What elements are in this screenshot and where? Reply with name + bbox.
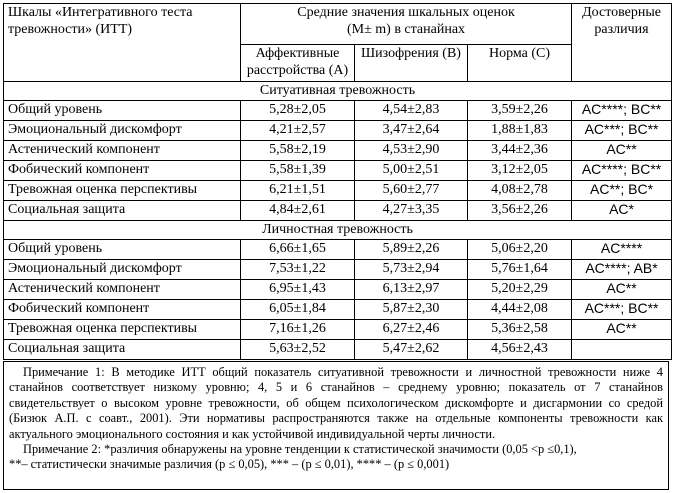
significant-header: Достоверные различия [572, 4, 672, 82]
value-b-cell: 6,13±2,97 [355, 280, 468, 300]
table-body [4, 82, 672, 360]
scale-cell: Астенический компонент [4, 141, 241, 161]
header-row-1 [4, 4, 672, 45]
value-a-cell: 6,66±1,65 [241, 240, 355, 260]
table-row [4, 141, 672, 161]
significance-cell: AC****; AB* [572, 260, 672, 280]
section-title: Личностная тревожность [4, 221, 672, 240]
value-a-cell: 5,58±1,39 [241, 161, 355, 181]
significance-cell [572, 340, 672, 360]
table-row [4, 340, 672, 360]
col-c-header: Норма (C) [468, 45, 572, 82]
scale-cell: Социальная защита [4, 340, 241, 360]
means-subtitle: (M± m) в станайнах [346, 22, 466, 37]
value-a-cell: 4,21±2,57 [241, 121, 355, 141]
value-b-cell: 5,60±2,77 [355, 181, 468, 201]
col-a-header: Аффективные расстройства (A) [241, 45, 355, 82]
scale-cell: Социальная защита [4, 201, 241, 221]
value-b-cell: 6,27±2,46 [355, 320, 468, 340]
scale-cell: Астенический компонент [4, 280, 241, 300]
note-1: Примечание 1: В методике ИТТ общий показатель ситуативной тревожности и личностной тревожности ниже 4 станайнов соответствует низкому уровню; 4, 5 и 6 станайнов – среднему уровню; показатель от 7 станайнов свидетельствует о высоком уровне тревожности, об общем психологическом дискомфорте и дисгармонии со средой (Бизюк А.П. с соавт., 2001). Эти нормативы распространяются также на отдельные компоненты тревожности как актуального эмоционального состояния и как устойчивой индивидуальной черты личности. [9, 365, 663, 441]
value-b-cell: 4,54±2,83 [355, 101, 468, 121]
scale-cell: Тревожная оценка перспективы [4, 320, 241, 340]
significance-cell: AC** [572, 280, 672, 300]
means-header [241, 4, 572, 45]
value-b-cell: 4,53±2,90 [355, 141, 468, 161]
means-title: Средние значения шкальных оценок [297, 5, 515, 20]
value-a-cell: 7,16±1,26 [241, 320, 355, 340]
col-b-header: Шизофрения (B) [355, 45, 468, 82]
value-c-cell: 3,56±2,26 [468, 201, 572, 221]
results-table [3, 3, 672, 360]
section-title: Ситуативная тревожность [4, 82, 672, 101]
value-a-cell: 6,21±1,51 [241, 181, 355, 201]
table-row [4, 280, 672, 300]
significance-cell: AC** [572, 141, 672, 161]
value-c-cell: 1,88±1,83 [468, 121, 572, 141]
value-c-cell: 5,36±2,58 [468, 320, 572, 340]
table-row [4, 161, 672, 181]
value-c-cell: 3,12±2,05 [468, 161, 572, 181]
table-row [4, 260, 672, 280]
significance-cell: AC* [572, 201, 672, 221]
value-c-cell: 5,20±2,29 [468, 280, 572, 300]
value-a-cell: 6,95±1,43 [241, 280, 355, 300]
scale-cell: Общий уровень [4, 240, 241, 260]
value-b-cell: 5,00±2,51 [355, 161, 468, 181]
note-2a: Примечание 2: *различия обнаружены на уровне тенденции к статистической значимости (0,05 <p ≤0,1), [23, 442, 577, 457]
significance-cell: AC** [572, 320, 672, 340]
scale-cell: Фобический компонент [4, 161, 241, 181]
scale-cell: Тревожная оценка перспективы [4, 181, 241, 201]
value-a-cell: 7,53±1,22 [241, 260, 355, 280]
value-a-cell: 6,05±1,84 [241, 300, 355, 320]
section-header [4, 221, 672, 240]
value-a-cell: 5,58±2,19 [241, 141, 355, 161]
scale-cell: Эмоциональный дискомфорт [4, 121, 241, 141]
table-row [4, 240, 672, 260]
notes-box [3, 361, 669, 490]
scales-header: Шкалы «Интегративного теста тревожности» (ИТТ) [4, 4, 241, 82]
value-b-cell: 3,47±2,64 [355, 121, 468, 141]
section-header [4, 82, 672, 101]
table-row [4, 320, 672, 340]
significance-cell: AC**** [572, 240, 672, 260]
scale-cell: Эмоциональный дискомфорт [4, 260, 241, 280]
value-c-cell: 3,59±2,26 [468, 101, 572, 121]
table-row [4, 181, 672, 201]
table-row [4, 201, 672, 221]
value-a-cell: 5,28±2,05 [241, 101, 355, 121]
value-c-cell: 5,06±2,20 [468, 240, 572, 260]
significance-cell: AC***; BC** [572, 121, 672, 141]
value-c-cell: 4,56±2,43 [468, 340, 572, 360]
value-c-cell: 5,76±1,64 [468, 260, 572, 280]
value-a-cell: 5,63±2,52 [241, 340, 355, 360]
value-c-cell: 4,44±2,08 [468, 300, 572, 320]
table-row [4, 300, 672, 320]
table-row [4, 121, 672, 141]
scale-cell: Фобический компонент [4, 300, 241, 320]
value-b-cell: 5,89±2,26 [355, 240, 468, 260]
value-b-cell: 5,73±2,94 [355, 260, 468, 280]
significance-cell: AC**; BC* [572, 181, 672, 201]
value-b-cell: 5,47±2,62 [355, 340, 468, 360]
value-c-cell: 4,08±2,78 [468, 181, 572, 201]
note-2b: **– статистически значимые различия (p ≤ 0,05), *** – (p ≤ 0,01), **** – (p ≤ 0,001) [9, 457, 450, 472]
value-a-cell: 4,84±2,61 [241, 201, 355, 221]
table-row [4, 101, 672, 121]
significance-cell: AC****; BC** [572, 161, 672, 181]
value-b-cell: 5,87±2,30 [355, 300, 468, 320]
value-b-cell: 4,27±3,35 [355, 201, 468, 221]
scale-cell: Общий уровень [4, 101, 241, 121]
significance-cell: AC****; BC** [572, 101, 672, 121]
value-c-cell: 3,44±2,36 [468, 141, 572, 161]
significance-cell: AC***; BC** [572, 300, 672, 320]
